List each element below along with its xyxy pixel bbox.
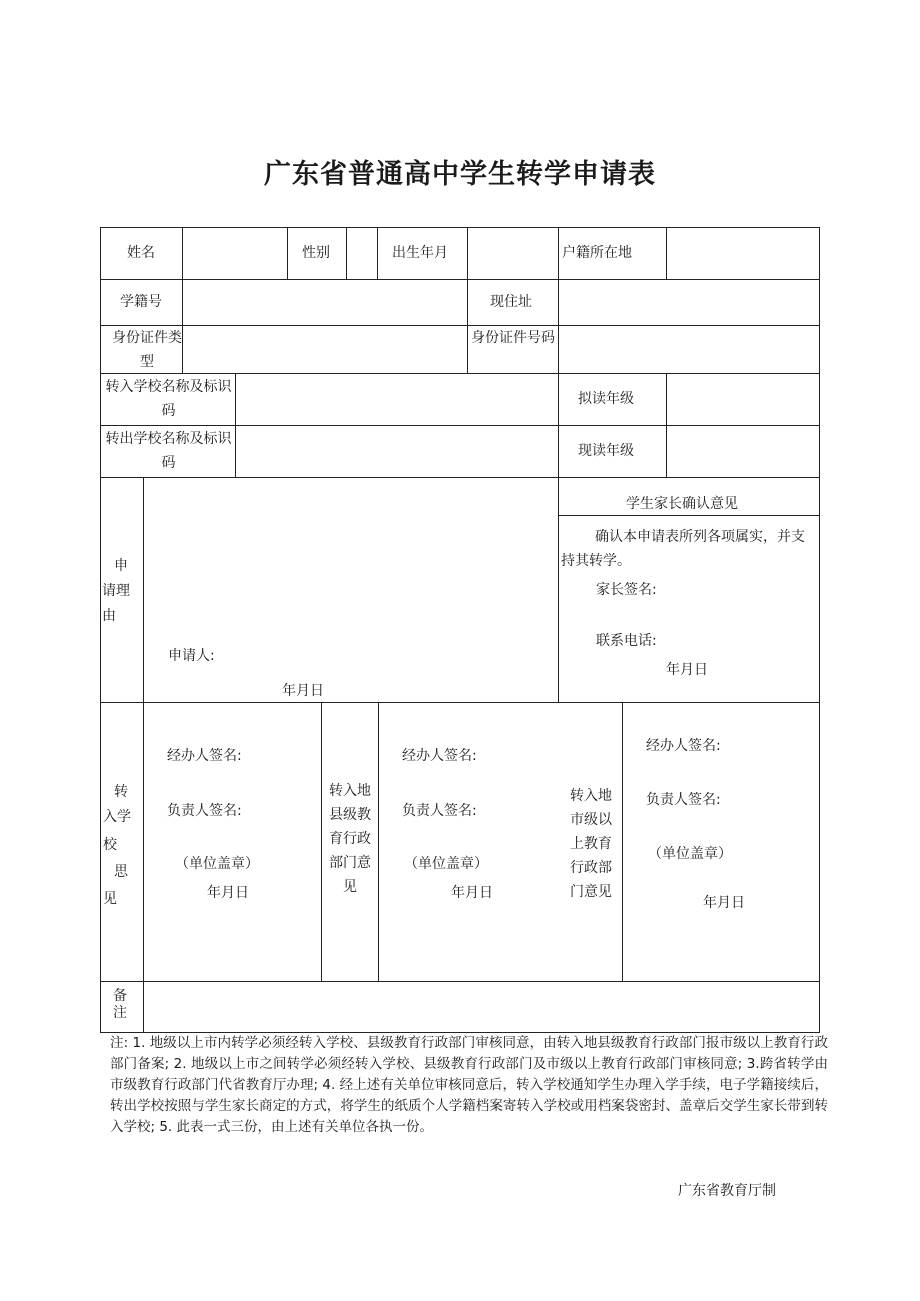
gender-label: 性别 [302,245,330,261]
col-divider [378,702,379,982]
row-divider [100,279,820,280]
school-opinion-label: 见 [103,891,117,907]
col-divider [287,227,288,280]
intended-grade-label: 拟读年级 [578,391,634,407]
id-type-label: 身份证件类型 [112,330,182,370]
school-seal: （单位盖章） [175,856,259,872]
row-divider [100,981,820,982]
school-date: 年月日 [207,885,249,901]
footnotes: 注: 1. 地级以上市内转学必须经转入学校、县级教育行政部门审核同意，由转入地县级教育行政部门报市级以上教育行政部门备案; 2. 地级以上市之间转学必须经转入学校、县级教育行政部门及市级以上教育行政部门审核同意; 3.跨省转学由市级教育行政部门代省教育厅办理; 4. 经上述有关单位审核同意后，转入学校通知学生办理入学手续，电子学籍接续后，转出学校按照与学生家长商定的方式，将学生的纸质个人学籍档案寄转入学校或用档案袋密封、盖章后交学生家长带到转入学校; 5. 此表一式三份，由上述有关单位各执一份。 [110,1035,828,1135]
col-divider [622,702,623,982]
parent-phone-label: 联系电话: [596,633,657,649]
table-border-right [819,227,820,1033]
county-seal: （单位盖章） [404,856,488,872]
reason-label-line2: 请理 [102,583,130,599]
row-divider [100,325,820,326]
col-divider [235,373,236,478]
table-border-left [100,227,101,1033]
birth-date-label: 出生年月 [392,245,448,261]
reason-label-line3: 由 [102,608,116,624]
school-opinion-label: 校 [103,837,117,853]
id-number-label: 身份证件号码 [471,330,555,346]
col-divider [346,227,347,280]
table-border-top [100,227,820,228]
city-date: 年月日 [703,895,745,911]
name-label: 姓名 [127,245,155,261]
row-divider [100,373,820,374]
school-opinion-label: 思 [114,864,128,880]
col-divider [666,227,667,280]
current-grade-label: 现读年级 [578,443,634,459]
col-divider [467,227,468,374]
col-divider [143,477,144,1033]
county-date: 年月日 [451,885,493,901]
row-divider [100,702,820,703]
county-leader-signature: 负责人签名: [402,803,477,819]
county-opinion-label: 转入地县级教育行政部门意见 [329,783,371,895]
county-handler-signature: 经办人签名: [402,748,477,764]
school-handler-signature: 经办人签名: [167,748,242,764]
applicant-date: 年月日 [282,683,324,699]
row-divider [100,477,820,478]
col-divider [182,227,183,374]
page-title: 广东省普通高中学生转学申请表 [264,159,656,190]
parent-date: 年月日 [666,662,708,678]
col-divider [666,373,667,478]
parent-confirm-text: 确认本申请表所列各项属实，并支持其转学。 [561,529,805,569]
row-divider [100,425,820,426]
school-opinion-label: 转 [114,784,128,800]
parent-opinion-header: 学生家长确认意见 [626,496,738,512]
transfer-out-school-label: 转出学校名称及标识码 [105,431,232,471]
applicant-signature-label: 申请人: [168,648,215,664]
student-id-label: 学籍号 [120,294,162,310]
school-leader-signature: 负责人签名: [167,803,242,819]
parent-signature-label: 家长签名: [596,582,657,598]
col-divider [377,227,378,280]
col-divider [558,227,559,703]
household-label: 户籍所在地 [562,245,632,261]
remarks-label-line2: 注 [113,1005,127,1021]
school-opinion-label: 入学 [103,809,131,825]
address-label: 现住址 [490,294,532,310]
city-handler-signature: 经办人签名: [646,738,721,754]
remarks-label-line1: 备 [113,988,127,1004]
transfer-in-school-label: 转入学校名称及标识码 [105,379,232,419]
city-seal: （单位盖章） [648,846,732,862]
reason-label-line1: 申 [114,558,128,574]
col-divider [321,702,322,982]
city-opinion-label: 转入地市级以上教育行政部门意见 [570,788,612,900]
issuer: 广东省教育厅制 [678,1183,776,1199]
city-leader-signature: 负责人签名: [646,792,721,808]
